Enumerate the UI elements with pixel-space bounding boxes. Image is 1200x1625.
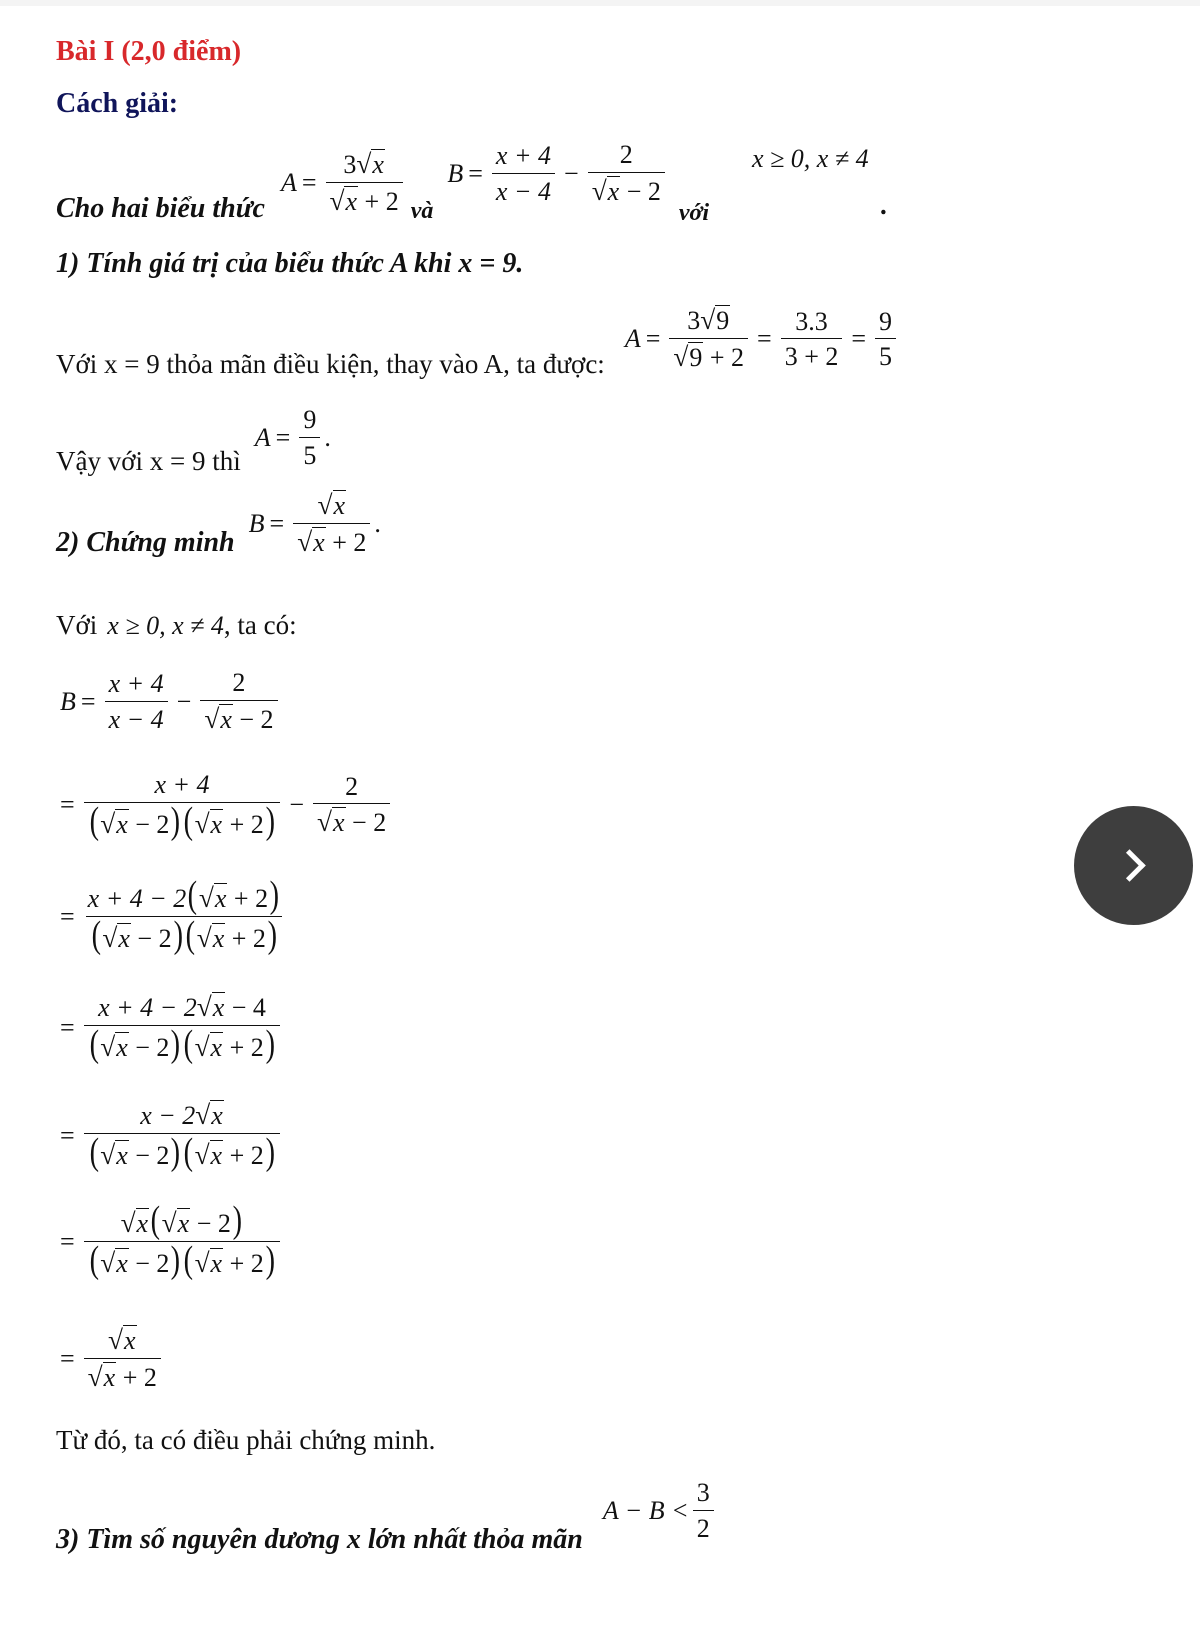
math-fragment: x (210, 809, 223, 839)
math-fragment: = (60, 1012, 75, 1042)
math-fragment: x + 4 (154, 770, 210, 799)
math-fragment: 2 (619, 140, 633, 169)
math-fragment: ) (265, 799, 275, 842)
math-fragment: ( (183, 799, 193, 842)
math-fragment: x (211, 1101, 223, 1130)
math-fragment: ( (89, 1131, 99, 1174)
square-root (100, 1032, 129, 1063)
math-fragment: √ (591, 175, 607, 206)
intro-with: với (678, 200, 710, 227)
math-fragment: √ (198, 883, 214, 913)
math-fragment: = (60, 1227, 75, 1257)
math-fragment (84, 1023, 281, 1066)
math-fragment: A − B < (602, 1495, 689, 1525)
fraction (299, 405, 320, 471)
math-fragment: = (60, 902, 75, 932)
math-fragment: ) (265, 1023, 275, 1066)
math-fragment: √ (204, 703, 220, 734)
math-fragment (200, 700, 277, 735)
math-fragment: x (116, 1033, 128, 1063)
part2-heading: 2) Chứng minh (56, 526, 235, 558)
math-fragment: x (214, 884, 227, 913)
step-2 (60, 770, 394, 840)
math-fragment: A (254, 422, 271, 452)
math-fragment: x − 4 (495, 176, 552, 206)
square-root (592, 176, 621, 207)
math-fragment (588, 172, 665, 207)
math-fragment: + 2 (364, 186, 399, 216)
math-fragment: ( (150, 1199, 161, 1241)
math-fragment: x − 4 (108, 704, 164, 734)
math-fragment: + 2 (122, 1363, 157, 1393)
math-fragment: − 2 (196, 1209, 231, 1238)
math-fragment: x + 4 − 2 (98, 993, 197, 1022)
solution-heading: Cách giải: (56, 88, 179, 119)
square-root (195, 1248, 224, 1279)
square-root (297, 527, 326, 558)
math-fragment: x (212, 993, 225, 1022)
fraction (693, 1478, 714, 1544)
ineq (603, 1478, 718, 1544)
math-fragment: √ (87, 1362, 103, 1393)
square-root (102, 923, 131, 954)
math-fragment: = (60, 1120, 75, 1150)
math-fragment: x (136, 1209, 149, 1238)
fraction (669, 305, 748, 374)
math-fragment: √ (196, 923, 212, 954)
math-fragment: + 2 (229, 809, 264, 839)
fraction (105, 669, 168, 735)
fraction (492, 141, 555, 207)
math-fragment: √ (195, 1100, 211, 1130)
math-fragment: ) (171, 1023, 181, 1066)
math-fragment: − (289, 790, 304, 820)
math-fragment (313, 803, 390, 838)
math-fragment: x (116, 1249, 128, 1279)
math-fragment: − 2 (137, 924, 172, 954)
math-fragment: x (607, 176, 620, 206)
math-fragment: B (60, 686, 76, 716)
math-fragment: ( (89, 1023, 99, 1066)
math-fragment: = (60, 1344, 75, 1374)
square-root (356, 149, 385, 180)
square-root (195, 1032, 224, 1063)
math-fragment (104, 1325, 141, 1358)
math-fragment: √ (194, 1248, 210, 1279)
step-5 (60, 1100, 284, 1172)
math-fragment: √ (120, 1208, 136, 1238)
math-fragment: ) (269, 874, 280, 916)
math-fragment (339, 149, 389, 182)
math-fragment: 3 (687, 306, 701, 335)
math-fragment: √ (100, 808, 116, 839)
math-fragment: = (60, 790, 75, 820)
part1-conclusion-text: Vậy với x = 9 thì (56, 445, 241, 476)
step-1 (60, 668, 282, 735)
math-fragment: 9 (689, 343, 703, 373)
math-fragment: ) (267, 914, 277, 957)
math-fragment: √ (700, 305, 716, 335)
math-fragment (136, 1100, 228, 1133)
domain-condition (752, 144, 869, 174)
square-root (88, 1362, 117, 1393)
math-fragment: 3 (696, 1478, 710, 1507)
math-fragment: √ (673, 342, 689, 373)
math-fragment: x (345, 186, 358, 216)
square-root (199, 883, 228, 914)
math-fragment: 3 + 2 (781, 338, 843, 372)
math-fragment: √ (102, 923, 118, 954)
math-fragment (94, 992, 270, 1025)
math-fragment (669, 338, 748, 373)
math-fragment: √ (194, 1032, 210, 1063)
math-fragment: = (468, 158, 483, 188)
square-root (100, 809, 129, 840)
math-fragment: − 2 (239, 704, 274, 734)
math-fragment (293, 523, 370, 558)
math-fragment: − 2 (135, 809, 170, 839)
math-fragment (86, 914, 283, 957)
math-fragment: x (210, 1141, 223, 1171)
fraction (84, 992, 281, 1064)
math-fragment: x (177, 1209, 190, 1238)
math-fragment (683, 305, 734, 338)
math-fragment (150, 770, 213, 802)
math-fragment: + 2 (231, 924, 266, 954)
math-fragment: ) (173, 914, 183, 957)
fraction (293, 490, 370, 559)
math-fragment: = (269, 509, 285, 539)
math-fragment: 2 (693, 1510, 714, 1544)
math-fragment: A (280, 167, 297, 197)
part3-line (56, 1478, 718, 1562)
square-root (197, 923, 226, 954)
square-root (195, 1100, 224, 1131)
part1-heading: 1) Tính giá trị của biểu thức A khi x = 9. (56, 248, 524, 279)
fraction (313, 772, 390, 839)
fraction (84, 1325, 161, 1394)
square-root (673, 342, 703, 373)
math-fragment: 2 (232, 668, 246, 697)
fraction (84, 874, 285, 957)
fraction (326, 149, 403, 218)
math-fragment: − (564, 158, 579, 188)
math-fragment: x (210, 1249, 223, 1279)
math-fragment: √ (196, 992, 212, 1022)
math-fragment: ) (171, 1131, 181, 1174)
math-fragment: + 2 (709, 343, 745, 373)
math-fragment: 2 (345, 771, 359, 801)
math-fragment: x (212, 924, 225, 954)
math-fragment: x (103, 1363, 116, 1393)
math-fragment: + 2 (229, 1033, 264, 1063)
top-edge (0, 0, 1200, 6)
math-fragment: + 2 (233, 884, 269, 913)
math-fragment: √ (100, 1140, 116, 1171)
math-fragment: A (624, 324, 641, 354)
square-root (318, 490, 347, 521)
math-fragment: 5 (875, 338, 896, 372)
result-A (255, 405, 331, 471)
fraction (200, 668, 277, 735)
math-fragment: √ (356, 148, 372, 179)
math-fragment: 3.3 (795, 306, 828, 336)
math-fragment: √ (317, 807, 332, 838)
math-fragment: − 4 (231, 993, 266, 1022)
chevron-right-icon (1113, 849, 1146, 882)
math-fragment (105, 701, 168, 735)
math-fragment: x (313, 528, 325, 558)
math-fragment: ) (265, 1131, 275, 1174)
exercise-title: Bài I (2,0 điểm) (56, 36, 242, 67)
math-fragment (492, 141, 555, 173)
math-fragment: x (372, 149, 384, 179)
part1-conclusion (56, 405, 331, 481)
math-fragment: ( (183, 1023, 193, 1066)
fraction (84, 1100, 281, 1172)
target-B (249, 490, 381, 559)
math-fragment: x (220, 704, 232, 734)
math-fragment: = (645, 324, 661, 354)
math-fragment: + 2 (229, 1249, 264, 1279)
math-fragment: ( (185, 914, 196, 957)
math-fragment: x (333, 491, 346, 520)
math-fragment: x ≥ 0, x ≠ 4 (752, 144, 869, 173)
math-fragment (326, 182, 403, 217)
intro-lead: Cho hai biểu thức (56, 193, 265, 225)
intro-period: . (880, 190, 887, 220)
square-root (108, 1325, 137, 1356)
math-fragment: x (210, 1033, 223, 1063)
math-fragment: 5 (299, 437, 320, 471)
math-fragment: √ (100, 1248, 116, 1279)
calc-A (625, 305, 900, 374)
expr-B (447, 140, 669, 207)
math-fragment: + 2 (332, 528, 367, 558)
math-fragment: ( (183, 1131, 193, 1174)
part2-condition (56, 610, 297, 641)
math-fragment: √ (161, 1208, 177, 1238)
math-fragment: − 2 (352, 808, 387, 838)
square-root (100, 1248, 129, 1279)
math-fragment: − (176, 686, 192, 716)
math-fragment: B (447, 158, 464, 188)
math-fragment (84, 1358, 161, 1393)
math-fragment (492, 173, 555, 207)
math-fragment: 9 (303, 405, 317, 434)
math-fragment: ( (91, 914, 101, 957)
square-root (700, 305, 730, 336)
fraction (875, 307, 896, 373)
math-fragment: √ (108, 1325, 123, 1355)
math-fragment: ( (89, 799, 99, 842)
next-page-button[interactable] (1074, 806, 1193, 925)
math-fragment (117, 1199, 248, 1241)
expr-A (281, 149, 407, 218)
cond-tail: , ta có: (223, 610, 297, 640)
part3-heading: 3) Tìm số nguyên dương x lớn nhất thỏa mãn (56, 1523, 583, 1555)
part1-step-text: Với x = 9 thỏa mãn điều kiện, thay vào A, ta được: (56, 348, 605, 379)
math-fragment: x − 2 (140, 1101, 196, 1130)
cond-lead: Với (56, 610, 98, 640)
intro-and: và (410, 198, 434, 225)
math-fragment: √ (329, 185, 345, 216)
math-fragment: ) (232, 1199, 242, 1241)
math-fragment: ) (265, 1239, 275, 1282)
fraction (781, 307, 843, 373)
math-fragment: √ (100, 1032, 116, 1063)
math-fragment: x (332, 808, 345, 838)
square-root (100, 1140, 129, 1171)
math-fragment: = (757, 324, 772, 354)
math-fragment (84, 1131, 281, 1174)
math-fragment: ( (187, 874, 198, 916)
math-fragment: − 2 (626, 176, 661, 206)
square-root (195, 1140, 224, 1171)
math-fragment: 3 (343, 149, 357, 179)
math-fragment: √ (297, 527, 313, 558)
math-fragment: ( (89, 1239, 99, 1282)
math-fragment (84, 1239, 281, 1282)
square-root (162, 1208, 191, 1239)
math-fragment: √ (317, 490, 333, 520)
part2-heading-line (56, 490, 381, 565)
math-fragment: x + 4 (495, 140, 552, 170)
square-root (197, 992, 226, 1023)
math-fragment: . (374, 509, 381, 539)
math-fragment: x (118, 924, 130, 954)
math-fragment: ) (171, 799, 181, 842)
step-3 (60, 874, 289, 957)
math-fragment: = (851, 324, 867, 354)
math-fragment: 9 (879, 306, 893, 336)
math-fragment: = (275, 422, 291, 452)
step-6 (60, 1199, 284, 1282)
math-fragment: ) (171, 1239, 181, 1282)
math-fragment: + 2 (229, 1141, 264, 1171)
part1-step (56, 305, 900, 384)
part2-conclusion: Từ đó, ta có điều phải chứng minh. (56, 1425, 436, 1455)
math-fragment: . (324, 422, 331, 452)
math-fragment: − 2 (135, 1249, 170, 1279)
fraction (84, 770, 281, 840)
math-fragment: = (80, 686, 96, 716)
math-fragment: x ≥ 0, x ≠ 4 (107, 611, 224, 640)
math-fragment: = (301, 167, 317, 197)
math-fragment: √ (194, 808, 210, 839)
math-fragment: x (116, 1141, 128, 1171)
math-fragment: − 2 (135, 1033, 170, 1063)
math-fragment: x + 4 (108, 668, 164, 698)
math-fragment: √ (194, 1140, 210, 1171)
math-fragment (84, 799, 281, 842)
square-root (195, 809, 224, 840)
math-fragment: x + 4 − 2 (87, 884, 187, 913)
math-fragment (314, 490, 351, 523)
math-fragment: − 2 (135, 1141, 170, 1171)
square-root (330, 186, 359, 217)
square-root (204, 704, 233, 735)
intro-line (56, 140, 709, 231)
fraction (588, 140, 665, 207)
math-fragment: x (123, 1326, 136, 1355)
math-fragment: x (116, 809, 128, 839)
square-root (121, 1208, 150, 1239)
math-fragment (105, 669, 168, 701)
step-4 (60, 992, 284, 1064)
square-root (317, 807, 346, 838)
math-fragment: 9 (716, 306, 730, 335)
step-7 (60, 1325, 165, 1394)
math-fragment (84, 874, 285, 916)
math-fragment: ( (183, 1239, 193, 1282)
math-fragment: B (248, 509, 265, 539)
fraction (84, 1199, 281, 1282)
